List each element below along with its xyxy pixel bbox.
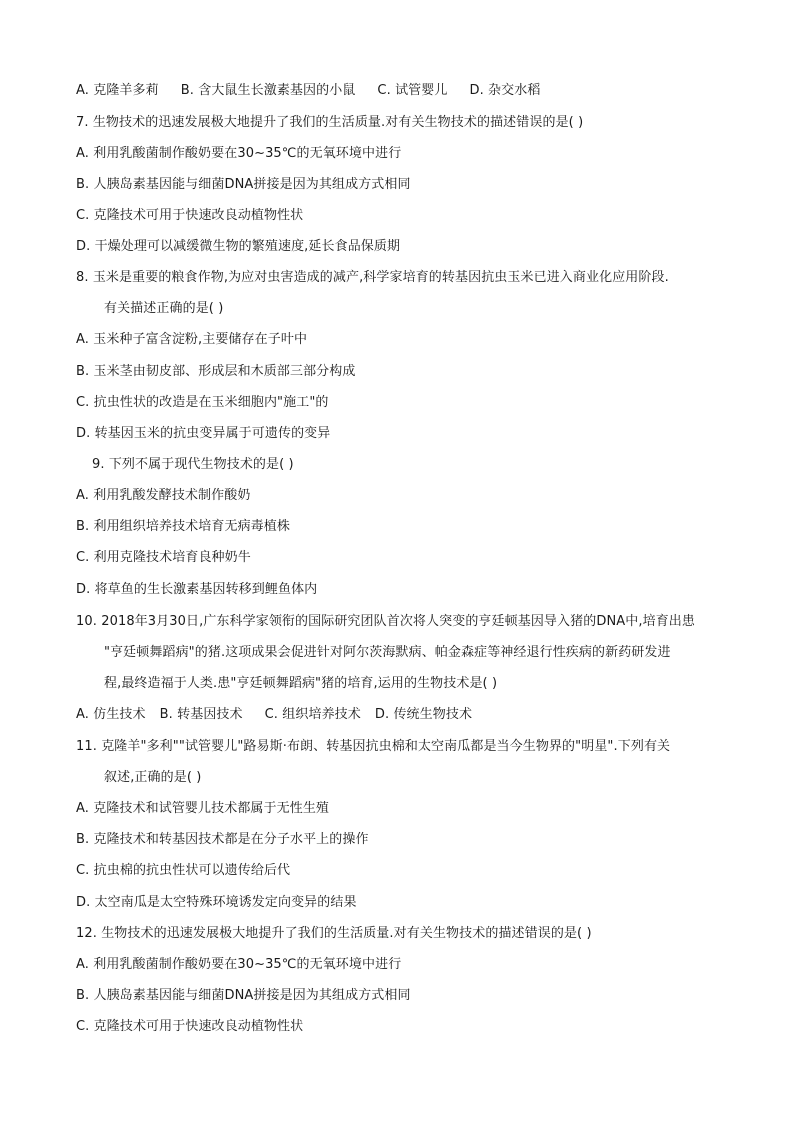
option-b: B. 含大鼠生长激素基因的小鼠 [180, 83, 356, 98]
q7-option-a: A. 利用乳酸菌制作酸奶要在30~35℃的无氧环境中进行 [76, 146, 402, 161]
q7-stem: 7. 生物技术的迅速发展极大地提升了我们的生活质量.对有关生物技术的描述错误的是( ) [76, 115, 584, 130]
option-d: D. 杂交水稻 [469, 83, 541, 98]
q9-stem: 9. 下列不属于现代生物技术的是( ) [92, 457, 294, 472]
q12-option-c: C. 克隆技术可用于快速改良动植物性状 [76, 1019, 304, 1034]
q11-stem-line2: 叙述,正确的是( ) [104, 770, 202, 785]
q8-option-c: C. 抗虫性状的改造是在玉米细胞内"施工"的 [76, 395, 329, 410]
q8-option-b: B. 玉米茎由韧皮部、形成层和木质部三部分构成 [76, 364, 356, 379]
q11-option-b: B. 克隆技术和转基因技术都是在分子水平上的操作 [76, 832, 369, 847]
option-c: C. 组织培养技术 [264, 707, 361, 722]
option-c: C. 试管婴儿 [377, 83, 448, 98]
q6-options-row [76, 81, 540, 101]
q7-option-d: D. 干燥处理可以减缓微生物的繁殖速度,延长食品保质期 [76, 239, 401, 254]
q7-option-b: B. 人胰岛素基因能与细菌DNA拼接是因为其组成方式相同 [76, 177, 411, 192]
option-d: D. 传统生物技术 [374, 707, 473, 722]
q8-option-d: D. 转基因玉米的抗虫变异属于可遗传的变异 [76, 426, 331, 441]
q9-option-d: D. 将草鱼的生长激素基因转移到鲤鱼体内 [76, 582, 318, 597]
q9-option-a: A. 利用乳酸发酵技术制作酸奶 [76, 488, 251, 503]
option-a: A. 仿生技术 [76, 707, 146, 722]
q9-option-b: B. 利用组织培养技术培育无病毒植株 [76, 519, 290, 534]
q8-stem-line2: 有关描述正确的是( ) [104, 301, 224, 316]
q12-stem: 12. 生物技术的迅速发展极大地提升了我们的生活质量.对有关生物技术的描述错误的是( ) [76, 926, 592, 941]
q11-stem-line1: 11. 克隆羊"多利""试管婴儿"路易斯·布朗、转基因抗虫棉和太空南瓜都是当今生物界的"明星".下列有关 [76, 739, 671, 754]
q12-option-b: B. 人胰岛素基因能与细菌DNA拼接是因为其组成方式相同 [76, 988, 411, 1003]
q8-option-a: A. 玉米种子富含淀粉,主要储存在子叶中 [76, 332, 308, 347]
q10-options-row [76, 705, 472, 725]
q9-option-c: C. 利用克隆技术培育良种奶牛 [76, 550, 251, 565]
q8-stem-line1: 8. 玉米是重要的粮食作物,为应对虫害造成的减产,科学家培育的转基因抗虫玉米已进入商业化应用阶段. [76, 270, 669, 285]
q10-stem-line1: 10. 2018年3月30日,广东科学家领衔的国际研究团队首次将人突变的亨廷顿基因导入猪的DNA中,培育出患 [76, 614, 695, 629]
q7-option-c: C. 克隆技术可用于快速改良动植物性状 [76, 208, 304, 223]
option-b: B. 转基因技术 [159, 707, 243, 722]
q11-option-c: C. 抗虫棉的抗虫性状可以遗传给后代 [76, 863, 291, 878]
q10-stem-line2: "亨廷顿舞蹈病"的猪.这项成果会促进针对阿尔茨海默病、帕金森症等神经退行性疾病的新药研发进 [104, 645, 671, 660]
q11-option-d: D. 太空南瓜是太空特殊环境诱发定向变异的结果 [76, 895, 357, 910]
option-a: A. 克隆羊多莉 [76, 83, 159, 98]
q10-stem-line3: 程,最终造福于人类.患"亨廷顿舞蹈病"猪的培育,运用的生物技术是( ) [104, 676, 498, 691]
q11-option-a: A. 克隆技术和试管婴儿技术都属于无性生殖 [76, 801, 330, 816]
q12-option-a: A. 利用乳酸菌制作酸奶要在30~35℃的无氧环境中进行 [76, 957, 402, 972]
